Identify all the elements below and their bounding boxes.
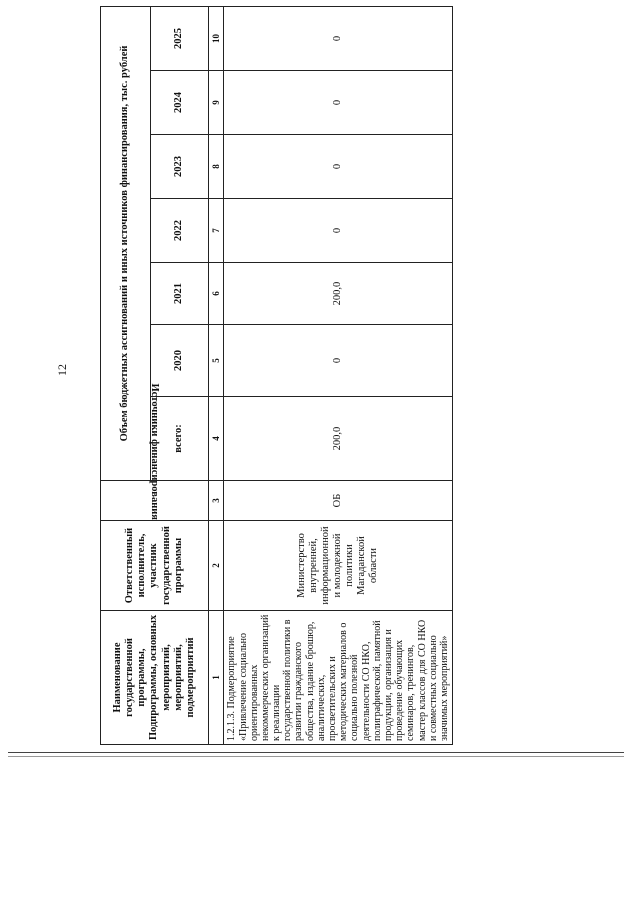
row-year-2021: 200,0 xyxy=(224,263,453,325)
column-number: 5 xyxy=(209,325,224,397)
header-year-2020: 2020 xyxy=(151,325,209,397)
row-total: 200,0 xyxy=(224,397,453,481)
column-number: 10 xyxy=(209,6,224,70)
row-year-2022: 0 xyxy=(224,199,453,263)
rotated-table-container xyxy=(100,28,450,745)
header-name: Наименование государственной программы, Подпрограммы, основных мероприятий, мероприятий, подмероприятий xyxy=(101,611,209,745)
funding-table xyxy=(100,6,453,745)
column-number: 2 xyxy=(209,521,224,611)
row-year-2024: 0 xyxy=(224,71,453,135)
column-number: 7 xyxy=(209,199,224,263)
column-number: 1 xyxy=(209,611,224,745)
column-number: 9 xyxy=(209,71,224,135)
row-executor: Министерство внутренней, информационной и молодежной политики Магаданской области xyxy=(224,521,453,611)
header-year-2024: 2024 xyxy=(151,71,209,135)
column-number: 8 xyxy=(209,135,224,199)
row-year-2020: 0 xyxy=(224,325,453,397)
column-number: 3 xyxy=(209,481,224,521)
header-year-2025: 2025 xyxy=(151,6,209,70)
page-number: 12 xyxy=(55,364,69,376)
header-year-2023: 2023 xyxy=(151,135,209,199)
row-source: ОБ xyxy=(224,481,453,521)
header-year-2022: 2022 xyxy=(151,199,209,263)
column-number: 6 xyxy=(209,263,224,325)
header-funding: Объем бюджетных ассигнований и иных источников финансирования, тыс. рублей xyxy=(101,6,151,480)
header-total: всего: xyxy=(151,397,209,481)
header-executor: Ответственный исполнитель, участник государственной программы xyxy=(101,521,209,611)
column-number: 4 xyxy=(209,397,224,481)
header-year-2021: 2021 xyxy=(151,263,209,325)
footer-rule-thin xyxy=(8,756,624,757)
footer-rule xyxy=(8,752,624,753)
header-source-text: Источники финансирования xyxy=(149,383,161,520)
row-year-2025: 0 xyxy=(224,6,453,70)
row-year-2023: 0 xyxy=(224,135,453,199)
row-name: 1.2.1.3. Подмероприятие «Привлечение социально ориентированных некоммерческих организаций к реализации государственной политики в развитии гражданского общества, издание брошюр, аналитических, просветительских и методических материалов о социально полезной деятельности СО НКО, полиграфической, памятной продукции, организация и проведение обучающих семинаров, тренингов, мастер классов для СО НКО и совместных социально значимых мероприятий» xyxy=(224,611,453,745)
